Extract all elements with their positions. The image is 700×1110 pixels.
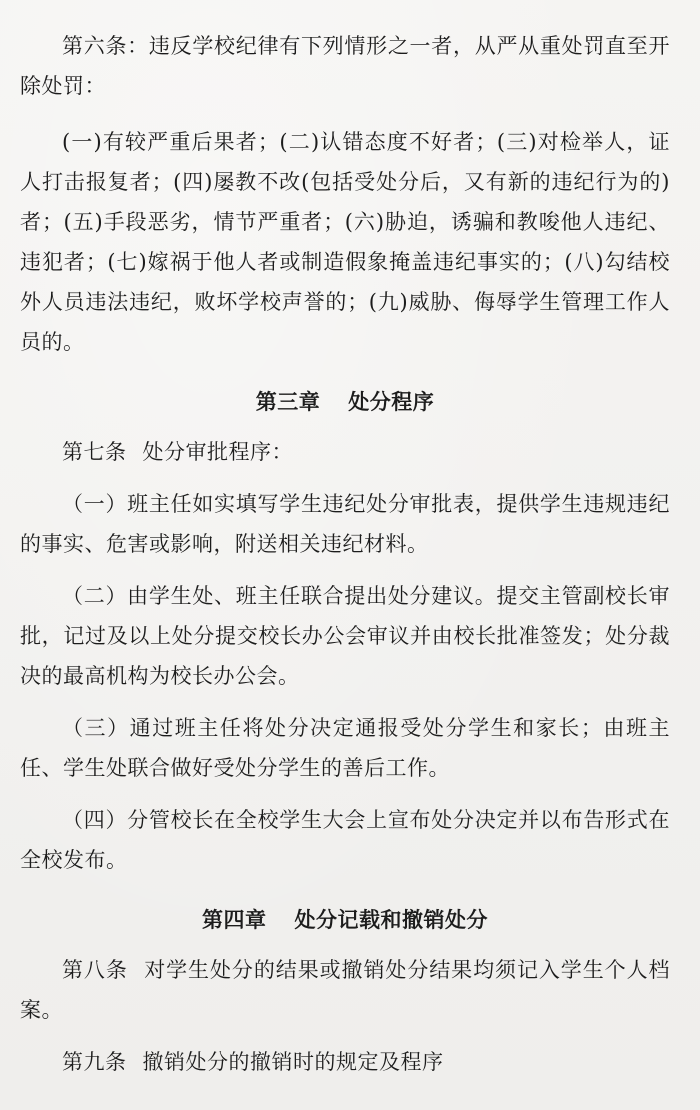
article-8 <box>20 950 670 1030</box>
chapter-3-title: 处分程序 <box>348 389 435 414</box>
article-9-number: 第九条 <box>62 1050 127 1074</box>
article-7-item-1: （一）班主任如实填写学生违纪处分审批表，提供学生违规违纪的事实、危害或影响，附送相关违纪材料。 <box>20 492 670 556</box>
article-9-text: 撤销处分的撤销时的规定及程序 <box>142 1050 444 1074</box>
chapter-3-number: 第三章 <box>255 389 321 414</box>
article-7-item-3: （三）通过班主任将处分决定通报受处分学生和家长；由班主任、学生处联合做好受处分学生的善后工作。 <box>20 716 670 780</box>
article-6-body: (一)有较严重后果者；(二)认错态度不好者；(三)对检举人，证人打击报复者；(四)屡教不改(包括受处分后，又有新的违纪行为的)者；(五)手段恶劣，情节严重者；(六)胁迫，诱骗和教唆他人违纪、违犯者；(七)嫁祸于他人者或制造假象掩盖违纪事实的；(八)勾结校外人员违法违纪，败坏学校声誉的；(九)威胁、侮辱学生管理工作人员的。 <box>20 130 670 354</box>
article-7-title: 处分审批程序： <box>142 440 293 464</box>
article-7-item-2: （二）由学生处、班主任联合提出处分建议。提交主管副校长审批，记过及以上处分提交校长办公会审议并由校长批准签发；处分裁决的最高机构为校长办公会。 <box>20 584 670 688</box>
article-6-heading: 第六条：违反学校纪律有下列情形之一者，从严从重处罚直至开除处罚： <box>20 34 670 98</box>
article-9 <box>20 1042 670 1082</box>
article-8-number: 第八条 <box>62 958 128 982</box>
article-7-number: 第七条 <box>62 440 127 464</box>
chapter-4-heading <box>20 900 670 940</box>
article-7-item-4: （四）分管校长在全校学生大会上宣布处分决定并以布告形式在全校发布。 <box>20 808 670 872</box>
chapter-4-number: 第四章 <box>202 907 267 932</box>
article-7-heading <box>20 432 670 472</box>
chapter-4-title: 处分记载和撤销处分 <box>294 907 488 932</box>
article-8-text: 对学生处分的结果或撤销处分结果均须记入学生个人档案。 <box>20 958 671 1022</box>
chapter-3-heading <box>20 382 670 422</box>
